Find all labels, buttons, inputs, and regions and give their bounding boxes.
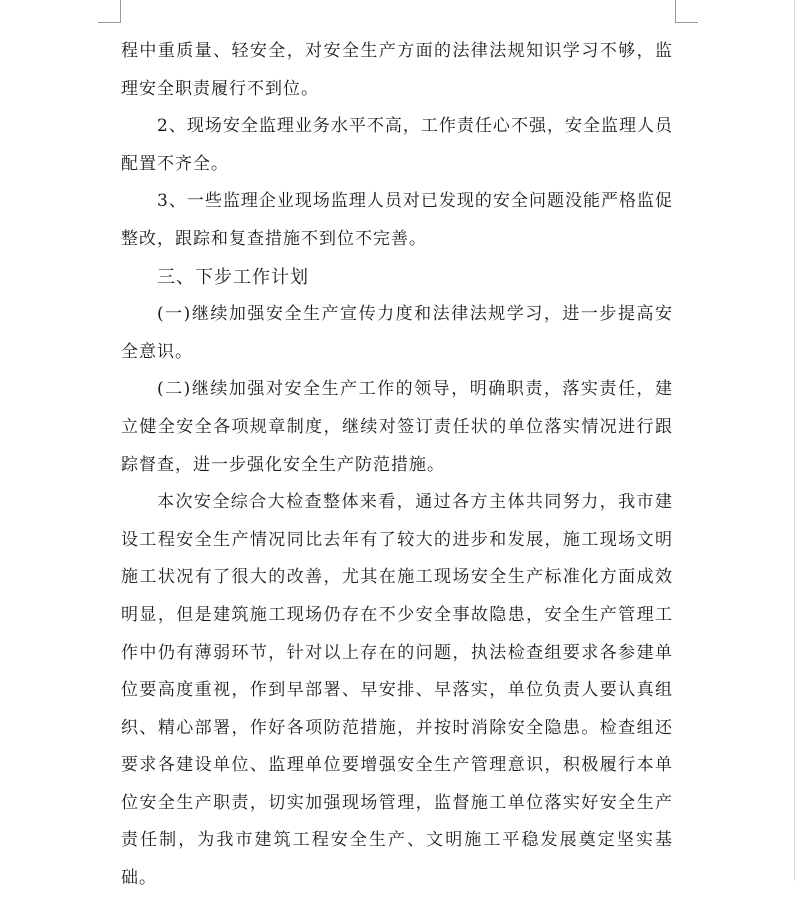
paragraph-plan-2[interactable]: (二)继续加强对安全生产工作的领导，明确职责，落实责任，建立健全安全各项规章制度，继续对签订责任状的单位落实情况进行跟踪督查，进一步强化安全生产防范措施。 (121, 379, 673, 475)
top-left-margin-marker (98, 0, 121, 23)
section-heading-next-steps[interactable]: 三、下步工作计划 (157, 266, 309, 288)
paragraph-item-2[interactable]: 2、现场安全监理业务水平不高，工作责任心不强，安全监理人员配置不齐全。 (121, 116, 673, 174)
top-right-margin-marker (675, 0, 698, 23)
paragraph-plan-1[interactable]: (一)继续加强安全生产宣传力度和法律法规学习，进一步提高安全意识。 (121, 304, 673, 362)
paragraph-continuation[interactable]: 程中重质量、轻安全，对安全生产方面的法律法规知识学习不够，监理安全职责履行不到位。 (121, 41, 673, 99)
paragraph-summary[interactable]: 本次安全综合大检查整体来看，通过各方主体共同努力，我市建设工程安全生产情况同比去年有了较大的进步和发展，施工现场文明施工状况有了很大的改善，尤其在施工现场安全生产标准化方面成效明显，但是建筑施工现场仍存在不少安全事故隐患，安全生产管理工作中仍有薄弱环节，针对以上存在的问题，执法检查组要求各参建单位要高度重视，作到早部署、早安排、早落实，单位负责人要认真组织、精心部署，作好各项防范措施，并按时消除安全隐患。检查组还要求各建设单位、监理单位要增强安全生产管理意识，积极履行本单位安全生产职责，切实加强现场管理，监督施工单位落实好安全生产责任制，为我市建筑工程安全生产、文明施工平稳发展奠定坚实基础。 (121, 492, 673, 889)
paragraph-item-3[interactable]: 3、一些监理企业现场监理人员对已发现的安全问题没能严格监促整改，跟踪和复查措施不到位不完善。 (121, 191, 673, 249)
document-body[interactable] (121, 33, 673, 898)
